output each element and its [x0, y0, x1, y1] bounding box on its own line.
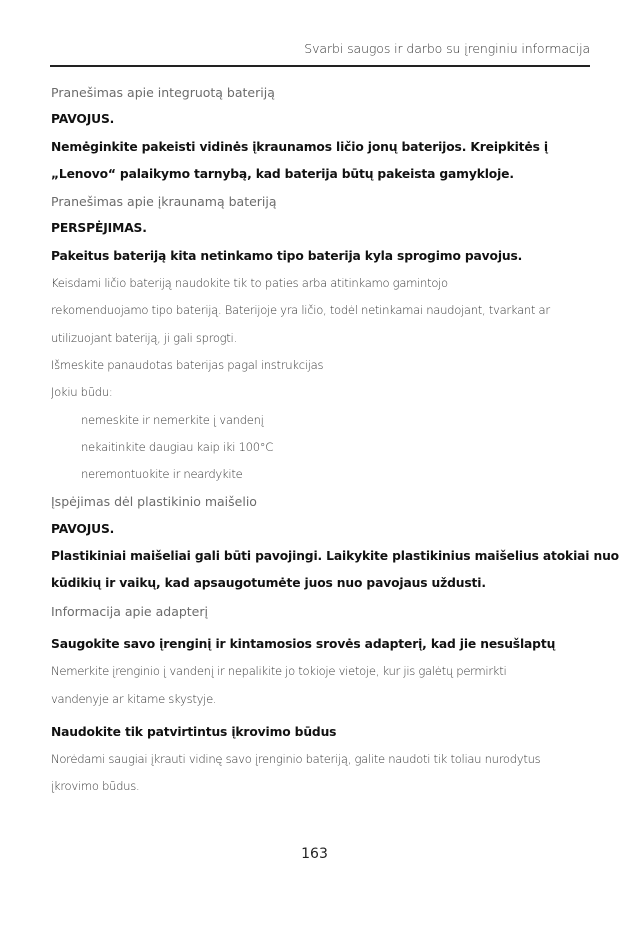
body-text: Išmeskite panaudotas baterijas pagal instrukcijas — [51, 357, 324, 372]
warning-text: Nemėginkite pakeisti vidinės įkraunamos ličio jonų baterijos. Kreipkitės į — [51, 139, 548, 154]
section-title: Pranešimas apie integruotą bateriją — [51, 85, 275, 100]
body-text: utilizuojant bateriją, ji gali sprogti. — [51, 330, 237, 345]
section-rechargeable-battery — [51, 188, 591, 488]
body-text: vandenyje ar kitame skystyje. — [51, 691, 217, 706]
section-integrated-battery — [51, 79, 591, 188]
warning-text: kūdikių ir vaikų, kad apsaugotumėte juos nuo pavojaus uždusti. — [51, 576, 486, 591]
subsection-title: Naudokite tik patvirtintus įkrovimo būdus — [51, 724, 337, 739]
caution-label: PERSPĖJIMAS. — [51, 221, 147, 236]
danger-label: PAVOJUS. — [51, 112, 115, 127]
body-text: įkrovimo būdus. — [51, 779, 140, 794]
section-adapter — [51, 598, 591, 801]
warning-text: Plastikiniai maišeliai gali būti pavojingi. Laikykite plastikinius maišelius atokiai nuo — [51, 549, 619, 564]
list-item: nemeskite ir nemerkite į vandenį — [81, 412, 264, 427]
body-text: Nemerkite įrenginio į vandenį ir nepalikite jo tokioje vietoje, kur jis galėtų permirkti — [51, 664, 507, 679]
body-text: Keisdami ličio bateriją naudokite tik to paties arba atitinkamo gamintojo — [51, 276, 448, 291]
page-content — [51, 79, 619, 801]
section-title: Įspėjimas dėl plastikinio maišelio — [51, 494, 257, 510]
section-title: Informacija apie adapterį — [51, 603, 208, 619]
section-plastic-bag — [51, 488, 619, 597]
body-text: Jokiu būdu: — [51, 385, 113, 400]
header-title: Svarbi saugos ir darbo su įrenginiu informacija — [304, 41, 590, 56]
warning-text: Pakeitus bateriją kita netinkamo tipo baterija kyla sprogimo pavojus. — [51, 248, 523, 263]
list-item: neremontuokite ir neardykite — [81, 467, 243, 482]
warning-text: „Lenovo“ palaikymo tarnybą, kad baterija būtų pakeista gamykloje. — [51, 166, 514, 181]
page-number: 163 — [301, 846, 328, 862]
danger-label: PAVOJUS. — [51, 521, 115, 536]
subsection-title: Saugokite savo įrenginį ir kintamosios srovės adapterį, kad jie nesušlaptų — [51, 636, 556, 651]
body-text: Norėdami saugiai įkrauti vidinę savo įrenginio bateriją, galite naudoti tik toliau nurodytus — [51, 752, 541, 767]
list-item: nekaitinkite daugiau kaip iki 100°C — [81, 439, 274, 454]
section-title: Pranešimas apie įkraunamą bateriją — [51, 194, 277, 210]
body-text: rekomenduojamo tipo bateriją. Baterijoje yra ličio, todėl netinkamai naudojant, tvarkant ar — [51, 303, 550, 318]
page-header — [50, 40, 590, 67]
